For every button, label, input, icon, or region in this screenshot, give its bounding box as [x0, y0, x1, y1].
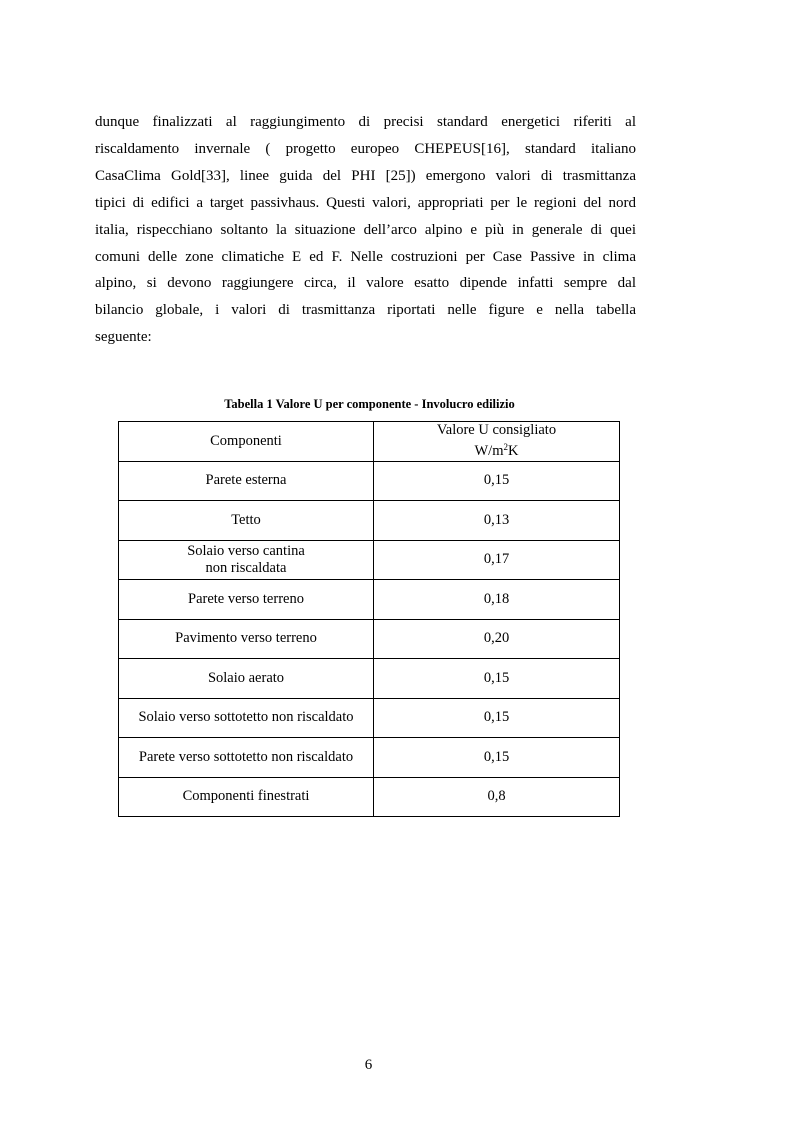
value-cell: 0,8 [374, 777, 620, 817]
component-cell: Pavimento verso terreno [119, 619, 374, 659]
value-cell: 0,15 [374, 698, 620, 738]
paragraph-line: riscaldamento invernale ( progetto europeo CHEPEUS[16], standard italiano [95, 140, 636, 157]
component-cell: Solaio verso sottotetto non riscaldato [119, 698, 374, 738]
paragraph-line: alpino, si devono raggiungere circa, il valore esatto dipende infatti sempre dal [95, 275, 636, 292]
table-row [119, 738, 620, 778]
table-row [119, 698, 620, 738]
component-line: non riscaldata [205, 559, 287, 576]
table-row [119, 501, 620, 541]
component-cell: Solaio aerato [119, 659, 374, 699]
value-cell: 0,15 [374, 738, 620, 778]
page-number: 6 [364, 1057, 373, 1073]
value-cell: 0,18 [374, 580, 620, 620]
paragraph-line: italia, rispecchiano soltanto la situazione dell’arco alpino e più in generale di quei [95, 221, 636, 238]
table-row [119, 540, 620, 580]
component-cell [119, 540, 374, 580]
table-header-row [119, 422, 620, 462]
value-cell: 0,17 [374, 540, 620, 580]
table-row [119, 659, 620, 699]
header-u-value-unit: $W/m^2K$ [474, 442, 519, 460]
paragraph-line: comuni delle zone climatiche E ed F. Nelle costruzioni per Case Passive in clima [95, 248, 636, 265]
value-cell: 0,13 [374, 501, 620, 541]
header-components: Componenti [119, 422, 374, 462]
header-u-value [374, 422, 620, 462]
paragraph-line: seguente: [95, 329, 152, 346]
component-cell: Parete verso terreno [119, 580, 374, 620]
component-line: Solaio verso cantina [187, 542, 305, 559]
paragraph-line: tipici di edifici a target passivhaus. Questi valori, appropriati per le regioni del nord [95, 194, 636, 211]
u-value-table [118, 421, 620, 817]
paragraph-line: bilancio globale, i valori di trasmittanza riportati nelle figure e nella tabella [95, 302, 636, 319]
paragraph-line: CasaClima Gold[33], linee guida del PHI [25]) emergono valori di trasmittanza [95, 167, 636, 184]
table-row [119, 777, 620, 817]
component-cell: Parete verso sottotetto non riscaldato [119, 738, 374, 778]
body-paragraph [95, 109, 636, 351]
paragraph-line: dunque finalizzati al raggiungimento di precisi standard energetici riferiti al [95, 114, 636, 130]
component-cell: Tetto [119, 501, 374, 541]
header-u-value-label: Valore U consigliato [436, 422, 557, 439]
component-cell: Parete esterna [119, 461, 374, 501]
table-row [119, 619, 620, 659]
table-caption: Tabella 1 Valore U per componente - Involucro edilizio [224, 397, 515, 411]
table-row [119, 461, 620, 501]
table-row [119, 580, 620, 620]
component-cell: Componenti finestrati [119, 777, 374, 817]
value-cell: 0,20 [374, 619, 620, 659]
value-cell: 0,15 [374, 461, 620, 501]
value-cell: 0,15 [374, 659, 620, 699]
